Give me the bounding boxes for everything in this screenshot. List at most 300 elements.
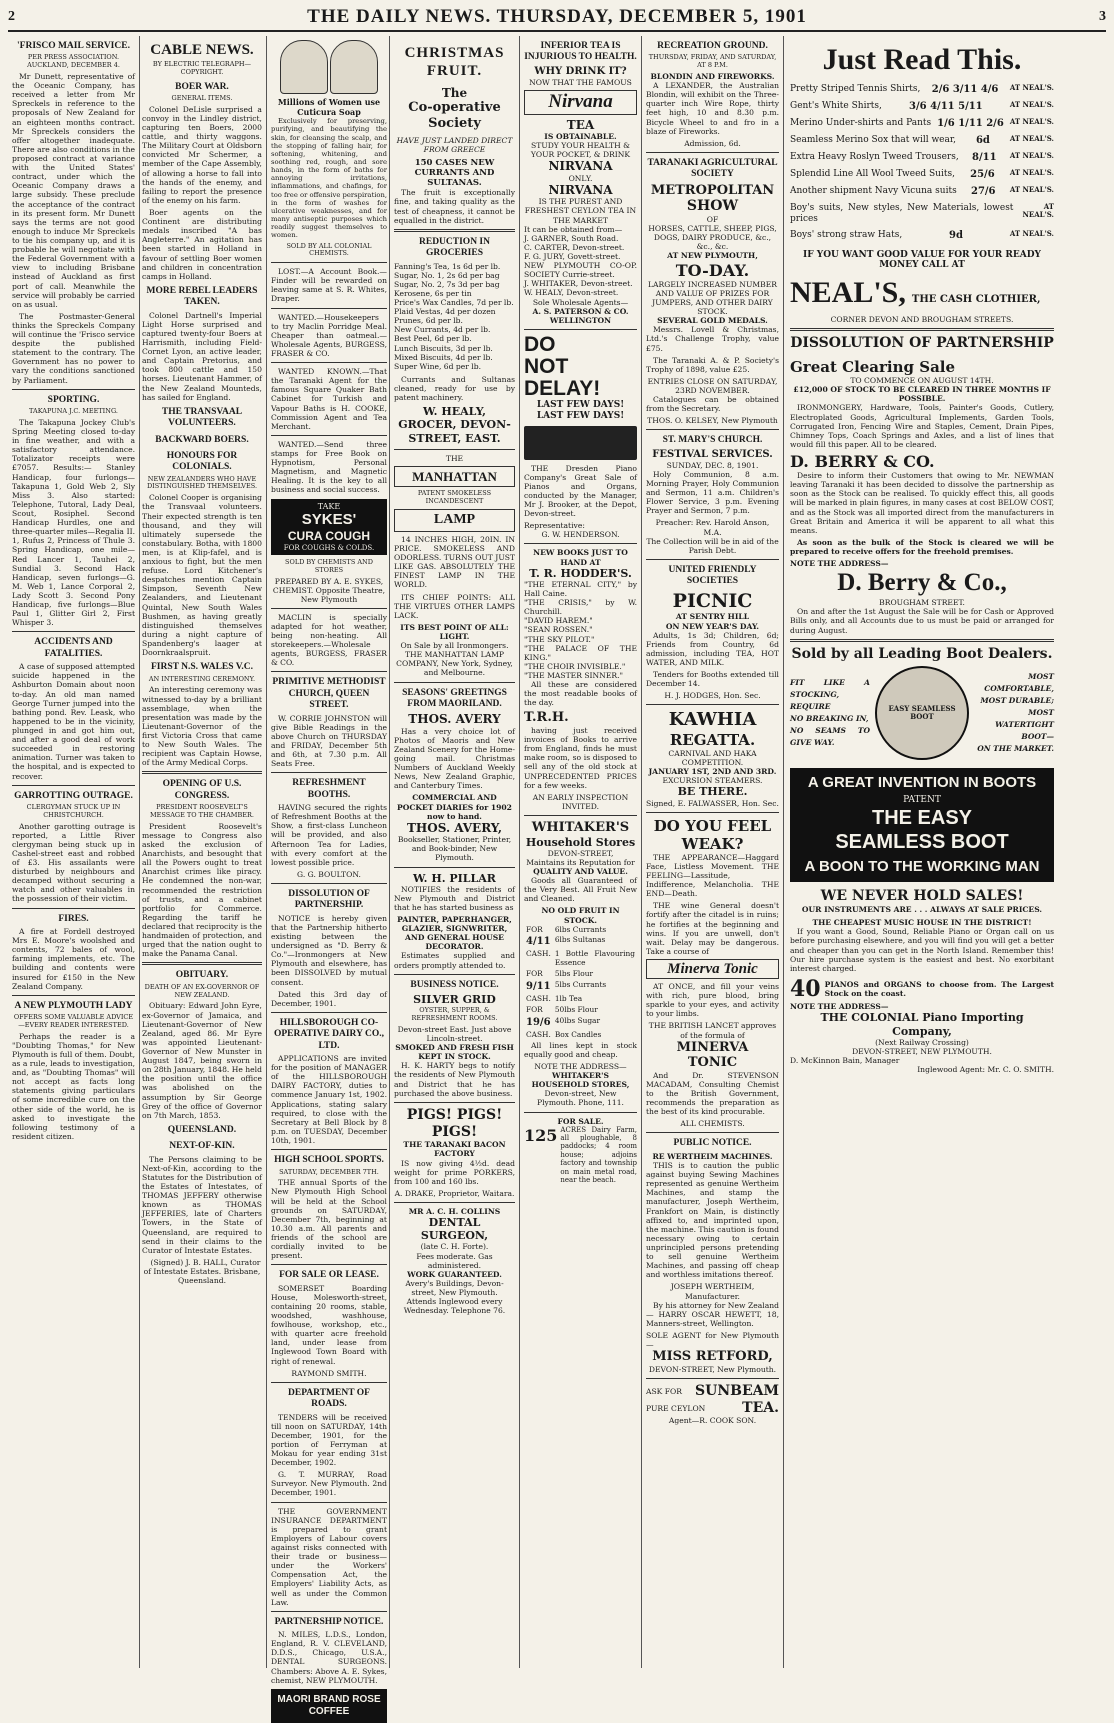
list-item [790, 101, 1054, 113]
church-date: SUNDAY, DEC. 8, 1901. [666, 460, 759, 470]
article-fires: A fire at Fordell destroyed Mrs E. Moore's woolshed and contents, 72 bales of wool, farming implements, etc. The building and contents were insured for £150 in the New Zealand Company. [12, 926, 135, 991]
heading-primitive: PRIMITIVE METHODIST CHURCH, QUEEN STREET. [272, 677, 386, 711]
sunbeam-ad-2 [646, 1400, 779, 1417]
show-at: AT NEW PLYMOUTH, [667, 251, 758, 261]
picnic: PICNIC [672, 589, 753, 612]
wertheim-heading: RE WERTHEIM MACHINES. [652, 1151, 773, 1161]
heading-nsw-vc: FIRST N.S. WALES V.C. [150, 662, 253, 673]
lamp-points: ITS CHIEF POINTS: ALL THE VIRTUES OTHER LAMPS LACK. [394, 592, 515, 620]
tea-heading: INFERIOR TEA IS INJURIOUS TO HEALTH. [524, 41, 637, 63]
avery-name-2: THOS. AVERY, [406, 820, 502, 835]
article-boer-war-2: Boer agents on the Continent are distributing medals inscribed "A bas Angleterre." An agitation has been started in Holland in favour of settling Boer women and children in concentration camps in Holland. [142, 207, 262, 281]
heading-cable-news: CABLE NEWS. [150, 42, 254, 58]
heading-honours: HONOURS FOR COLONIALS. [166, 450, 238, 473]
berry-name: D. BERRY & CO. [790, 451, 935, 471]
item-text: Splendid Line All Wool Tweed Suits, [790, 169, 955, 179]
corner-streets: CORNER DEVON AND BROUGHAM STREETS. [830, 315, 1014, 325]
table-cell: FOR [526, 924, 543, 934]
sunbeam-ad [646, 1383, 779, 1400]
table-cell: 50lbs Flour [554, 1004, 598, 1014]
manager: D. McKinnon Bain, Manager [790, 1055, 900, 1065]
forty-number: 40 [790, 975, 821, 1002]
heading-fires: FIRES. [58, 913, 89, 924]
article-obituary: Obituary: Edward John Eyre, ex-Governor of Jamaica, and Lieutenant-Governor of New Zealand, aged 86. Mr Eyre was appointed Lieutenant-Governor of New Munster in August 1847, being sworn in on 28th January, 1848. He held the position until the office was abolished on the assumption by Sir George Grey of the office of Governor on 7th March, 1853. [142, 1001, 262, 1120]
trh-text: having just received invoices of Books to arrive from England, finds he must make room, so is disposed to sell any of the old stock at UNPRECEDENTED PRICES for a few weeks. [524, 725, 637, 790]
wanted-ad-2: WANTED KNOWN.—That the Taranaki Agent for the famous Square Quaker Bath Cabinet for Turkish and Vapour Baths is H. COOKE, Commission Agent and Tea Merchant. [270, 367, 387, 431]
heading-for-sale-lease: FOR SALE OR LEASE. [279, 1270, 379, 1281]
item-at: AT NEAL'S. [1009, 100, 1054, 109]
hodders: T. R. HODDER'S. [529, 566, 632, 580]
table-row [524, 980, 637, 994]
recreation-text: A LEXANDER, the Australian Blondin, will exhibit on the Three-quarter inch Wire Rope, thirty feet high, 10 and 8.30 p.m. Bicycle Wheel to and fro in a blaze of Fireworks. [646, 81, 779, 136]
sale-lease-text: SOMERSET Boarding House, Molesworth-street, containing 20 rooms, stable, woodshed, washhouse, fowlhouse, workshop, etc., with quarter acre freehold land, under lease from Inglewood Town Board with right of renewal. [270, 1283, 387, 1366]
on-after-text: On and after the 1st August the Sale will be for Cash or Approved Bills only, and all Accounts due to us must be paid or arranged for during August. [790, 607, 1054, 635]
silver-grid-fish: SMOKED AND FRESH FISH KEPT IN STOCK. [395, 1043, 514, 1062]
attorney: By his attorney for New Zealand— HARRY OSCAR HEWETT, 18, Manners-street, Wellington. [646, 1300, 779, 1328]
business-notice: BUSINESS NOTICE. [410, 979, 499, 990]
kawhia: KAWHIA [668, 709, 757, 731]
table-cell: 6lbs Sultanas [554, 935, 606, 945]
sykes-sold: SOLD BY CHEMISTS AND STORES [285, 557, 373, 574]
inglewood-agent: Inglewood Agent: Mr. C. O. SMITH. [917, 1065, 1054, 1075]
sykes-take: TAKE [317, 501, 341, 511]
sunbeam-tea: TEA. [742, 1399, 779, 1416]
manhattan-the: THE [445, 453, 464, 463]
seller: J. WHITAKER, Devon-street. [524, 279, 633, 289]
books-note: All these are considered the most readable books of the day. [524, 680, 637, 708]
table-row [524, 969, 637, 980]
avery-name: THOS. AVERY [408, 712, 501, 727]
table-cell: 5lbs Currants [554, 980, 607, 990]
harty-text: H. K. HARTY begs to notify the residents of New Plymouth and District that he has purchased the above business. [394, 1061, 515, 1098]
weak-text-2: THE wine General doesn't fortify after the citadel is in ruins; he fortifies at the beginning and wins. If you are unwell, don't wait. Delay may be dangerous. Take a course of [646, 901, 779, 956]
column-4 [520, 36, 642, 1668]
clearing-sale: Great Clearing Sale [790, 358, 956, 377]
friendly-societies: UNITED FRIENDLY SOCIETIES [668, 564, 757, 587]
tas-heading: TARANAKI AGRICULTURAL SOCIETY [647, 157, 778, 180]
column-2 [140, 36, 390, 1717]
pure-ceylon: PURE CEYLON [646, 1403, 706, 1413]
gold-medals: SEVERAL GOLD MEDALS. [657, 316, 768, 326]
lamp-best: ITS BEST POINT OF ALL: LIGHT. [400, 622, 509, 641]
bacon-text: IS now giving 4½d. dead weight for prime PORKERS, from 100 and 160 lbs. [394, 1158, 515, 1186]
table-cell: 5lbs Flour [554, 969, 594, 979]
collection: The Collection will be in aid of the Parish Debt. [646, 536, 779, 555]
item-text: Gent's White Shirts, [790, 101, 882, 111]
heading-high-school: HIGH SCHOOL SPORTS. [274, 1155, 384, 1166]
public-notice: PUBLIC NOTICE. [673, 1138, 752, 1149]
list-item [790, 135, 1054, 147]
heading-sporting: SPORTING. [47, 394, 100, 405]
instruments: OUR INSTRUMENTS ARE . . . ALWAYS AT SALE PRICES. [801, 905, 1043, 915]
cash-clothier: THE CASH CLOTHIER, [911, 294, 1041, 306]
page-number: 2 [8, 9, 15, 24]
heading-hillsborough: HILLSBOROUGH CO-OPERATIVE DAIRY CO., LTD. [273, 1017, 384, 1051]
sykes-chemist: PREPARED BY A. E. SYKES, CHEMIST. Opposite Theatre, New Plymouth [272, 576, 386, 604]
reduction-item: Lunch Biscuits, 3d per lb. [394, 343, 493, 353]
tea-word: TEA [566, 117, 595, 132]
feature: ON THE MARKET. [977, 744, 1054, 754]
item-price: 2/6 3/11 4/6 [931, 84, 999, 95]
great-invention-ad [790, 768, 1054, 882]
partnership-text: N. MILES, L.D.S., London, England, R. V. CLEVELAND, D.D.S., Chicago, U.S.A., DENTAL SURGEONS. Chambers: Above A. E. Sykes, chemist, NEW PLYMOUTH. [270, 1630, 387, 1685]
newspaper-title: THE DAILY NEWS. THURSDAY, DECEMBER 5, 1901 [307, 6, 807, 27]
column-1 [8, 36, 140, 1668]
feature: BOOT— [1021, 732, 1054, 742]
article-sporting: The Takapuna Jockey Club's Spring Meeting closed to-day in fine weather, and with a satisfactory attendance. Totalizator receipts were £7057. Results:— Stanley Handicap, four furlongs—Takapuna 1, Gold Web 2, Sly Miss 3. Also started: Telephone, Tutoral, Lady Deal, Scout, Rosiphel. Second Handicap Hurdles, one and three-quarter miles—Regalia II. 1, Rufus 2, Princess of Thule 3. Spring Handicap, one mile—Red Lancer 1, Tauhei 2, Sundial 3. Second Hack Handicap, seven furlongs—G. M. Web 1, Lance Corporal 2, Lady Scott 3. Second Pony Handicap, five furlongs—Blue Paul 1, Glitter Girl 2, First Whisper 3. [12, 417, 135, 628]
feel-heading: DO YOU FEEL [653, 816, 772, 835]
book-item: "THE CRISIS," by W. Churchill. [524, 598, 637, 617]
cuticura-title: Millions of Women use Cuticura Soap [277, 97, 381, 117]
feature: MOST DURABLE; [980, 696, 1054, 706]
dissolution-heading: DISSOLUTION OF PARTNERSHIP [790, 335, 1054, 352]
sunbeam-ask: ASK FOR [646, 1386, 682, 1396]
list-item [790, 203, 1054, 225]
diaries: COMMERCIAL AND POCKET DIARIES for 1902 now to hand. [397, 793, 512, 821]
item-price: 27/6 [970, 186, 996, 197]
sole-agent-label: SOLE AGENT for New Plymouth— [646, 1330, 779, 1350]
great-invention: A GREAT INVENTION IN BOOTS [807, 774, 1037, 792]
subheading-frisco: PER PRESS ASSOCIATION. AUCKLAND, DECEMBER 4. [27, 53, 120, 70]
acres-number: 125 [524, 1125, 558, 1145]
coop-sub: HAVE JUST LANDED DIRECT FROM GREECE [396, 135, 513, 154]
household-stores: Household Stores [525, 835, 636, 849]
devon-st: DEVON-STREET, [547, 848, 614, 858]
reduction-item: Fanning's Tea, 1s 6d per lb. [394, 261, 501, 271]
heading-accidents: ACCIDENTS AND FATALITIES. [34, 637, 113, 659]
last-days-1: LAST FEW DAYS! [536, 399, 625, 410]
article-boer-war: Colonel DeLisle surprised a convoy in the Lindley district, capturing ten Boers, 2000 cattle, and thirty waggons. The Military Court at Oldsborn convicted Mr Schermer, a member of the Cape Assembly, of allowing a horse to fall into the hands of the enemy, and failing to report the presence of the enemy on his farm. [142, 104, 262, 205]
refreshment-text: HAVING secured the rights of Refreshment Booths at the Show, a first-class Luncheon will be provided, and also Afternoon Tea for Ladies, with every comfort at the lowest possible price. [270, 803, 387, 867]
refreshment-sign: G. G. BOULTON. [297, 869, 361, 879]
coop-text: The fruit is exceptionally fine, and taking quality as the test of cheapness, it cannot be equalled in the district. [394, 188, 515, 225]
table-cell: 9/11 [526, 981, 551, 993]
manhattan-box [394, 466, 515, 488]
neals-name: NEAL'S, [790, 276, 906, 310]
hillsborough-text: APPLICATIONS are invited for the position of MANAGER of the HILLSBOROUGH DAIRY FACTORY, duties to commence January 1st, 1902. Applications, stating salary required, to close with the Secretary at Bell Block by 8 p.m. on TUESDAY, December 10th, 1901. [270, 1054, 387, 1145]
heading-backward-boers: BACKWARD BOERS. [155, 434, 249, 445]
colonial-piano: THE COLONIAL Piano Importing Company, [820, 1011, 1024, 1038]
table-row [524, 935, 637, 949]
dr-text: And Dr. STEVENSON MACADAM, Consulting Chemist to the British Government, recommends the preparation as the best of its kind procurable. [646, 1070, 779, 1117]
column-3 [390, 36, 520, 1668]
excursion: EXCURSION STEAMERS. [662, 776, 763, 786]
be-there: BE THERE. [677, 785, 748, 799]
regatta: REGATTA. [669, 731, 756, 750]
table-cell: CASH. [526, 994, 551, 1004]
reduction-item: Super Wine, 6d per lb. [394, 361, 482, 371]
note-address: NOTE THE ADDRESS— [790, 559, 889, 569]
piano-organ-text: If you want a Good, Sound, Reliable Piano or Organ call on us before purchasing elsewhere, and you will find you will get a better and cheaper than you can get in the North Island. Remember this! Our hire purchase system is the easiest and best. No exorbitant interest charged. [790, 927, 1054, 973]
reduction-heading: REDUCTION IN GROCERIES [419, 236, 490, 259]
seller: F. G. JURY, Govett-street. [524, 251, 621, 261]
show-items: HORSES, CATTLE, SHEEP, PIGS, DOGS, DAIRY PRODUCE, &c., &c., &c. [648, 224, 777, 252]
train-illustration [524, 426, 637, 460]
tonic-word: TONIC [687, 1055, 738, 1071]
rep-label: Representative: [524, 521, 585, 531]
booth-tenders: Tenders for Booths extended till December 14. [646, 670, 779, 689]
heading-dissolution-small: DISSOLUTION OF PARTNERSHIP. [288, 888, 370, 911]
picnic-text: Adults, 1s 3d; Children, 6d; Friends from Country, 6d admission, including TEA, HOT WATER, AND MILK. [646, 630, 779, 668]
dissolution-text: NOTICE is hereby given that the Partnership hitherto existing between the undersigned as "D. Berry & Co."—Ironmongers at New Plymouth and elsewhere, has been DISSOLVED by mutual consent. [270, 913, 387, 987]
subheading-honours: NEW ZEALANDERS WHO HAVE DISTINGUISHED THEMSELVES. [146, 474, 258, 491]
seller: NEW PLYMOUTH CO-OP. SOCIETY Currie-street. [524, 261, 637, 280]
heading-refreshment: REFRESHMENT BOOTHS. [292, 778, 366, 800]
seller: C. CARTER, Devon-street. [524, 242, 625, 252]
acres-text: ACRES Dairy Farm, all ploughable, 8 paddocks; 4 room house; adjoins factory and township on main metal road, near the beach. [560, 1125, 637, 1184]
seasons-greetings: SEASONS' GREETINGS FROM MAORILAND. [402, 687, 507, 709]
maori-coffee-banner: MAORI BRAND ROSE COFFEE [271, 1689, 387, 1723]
goods-guaranteed: Goods all Guaranteed of the Very Best. All Fruit New and Cleaned. [524, 876, 637, 904]
table-cell: 1 Bottle Flavouring Essence [554, 949, 635, 968]
recreation-sub: THURSDAY, FRIDAY, AND SATURDAY, AT 8 P.M. [648, 53, 777, 70]
address-note: NOTE THE ADDRESS— [534, 1061, 627, 1071]
stock-amount: £12,000 OF STOCK TO BE CLEARED IN THREE MONTHS IF POSSIBLE. [793, 385, 1051, 404]
dissolution-date: Dated this 3rd day of December, 1901. [270, 989, 387, 1008]
feature: MOST WATERTIGHT [995, 708, 1054, 730]
seller: J. GARNER, South Road. [524, 233, 619, 243]
metropolitan: METROPOLITAN [650, 182, 775, 198]
subheading-obituary: DEATH OF AN EX-GOVERNOR OF NEW ZEALAND. [144, 982, 260, 999]
admission: Admission, 6d. [684, 138, 741, 148]
show: SHOW [686, 198, 739, 215]
early-inspection: AN EARLY INSPECTION INVITED. [532, 792, 629, 811]
book-item: "THE MASTER SINNER." [524, 670, 623, 680]
coop-cooperative: Co-operative [408, 100, 501, 116]
coop-the: The [441, 86, 468, 100]
work-address: Avery's Buildings, Devon-street, New Plymouth. [405, 1278, 504, 1297]
heading-garrotting: GARROTTING OUTRAGE. [14, 790, 133, 801]
society-trophy: The Taranaki A. & P. Society's Trophy of 1898, value £25. [646, 355, 779, 374]
price-table [524, 925, 637, 1041]
last-days-2: LAST FEW DAYS! [536, 410, 625, 421]
do-text: DO [524, 332, 556, 356]
column-5 [642, 36, 784, 1668]
boot-features-right [974, 671, 1054, 755]
minerva-logo: Minerva Tonic [646, 959, 779, 979]
trh-initials: T.R.H. [524, 710, 569, 726]
study: STUDY YOUR HEALTH & YOUR POCKET, & DRINK [530, 141, 631, 160]
wanted-ad-1: WANTED.—Housekeepers to try Maclin Porridge Meal. Cheaper than oatmeal.—Wholesale Agents, BURGESS, FRASER & CO. [270, 312, 387, 358]
silver-grid-address: Devon-street East. Just above Lincoln-street. [397, 1024, 512, 1043]
boot-illustration: EASY SEAMLESS BOOT [875, 666, 969, 760]
lamp-company: THE MANHATTAN LAMP COMPANY, New York, Sydney, and Melbourne. [396, 650, 513, 678]
seller: W. HEALY, Devon-street. [524, 288, 619, 298]
bacon-sign: A. DRAKE, Proprietor, Waitara. [394, 1188, 515, 1198]
show-today: TO-DAY. [675, 260, 750, 280]
table-cell: CASH. [526, 949, 551, 959]
pigs-heading: PIGS! PIGS! PIGS! [406, 1106, 503, 1140]
pillar-name: W. H. PILLAR [413, 871, 496, 885]
cuticura-sold: SOLD BY ALL COLONIAL CHEMISTS. [286, 241, 372, 258]
sale-lease-sign: RAYMOND SMITH. [291, 1368, 367, 1378]
item-price: 3/6 4/11 5/11 [909, 101, 983, 112]
book-item: "SEAN ROSSEN." [524, 625, 593, 635]
feature: MOST COMFORTABLE, [984, 672, 1054, 694]
church-text: Holy Communion, 8 a.m. Morning Prayer, Holy Communion and Sermon, 11 a.m. Children's Flower Service, 3 p.m. Evening Prayer and Sermon, 7 p.m. [646, 469, 779, 516]
reduction-note: Currants and Sultanas cleaned, ready for use by patent machinery. [394, 374, 515, 403]
hodges: H. J. HODGES, Hon. Sec. [664, 691, 761, 701]
cuticura-illustration [271, 40, 387, 94]
cuticura-text: Exclusively for preserving, purifying, and beautifying the skin, for cleansing the scalp, and the stopping of falling hair, for softening, whitening, and soothing red, rough, and sore hands, in the form of baths for annoying irritations, inflammations, and chafings, for too free or offensive perspiration, in the form of washes for ulcerative weaknesses, and for many antiseptic purposes which readily suggest themselves to women. [270, 117, 387, 240]
item-text: Another shipment Navy Vicuna suits [790, 186, 957, 196]
sole-agent: A. S. PATERSON & CO. WELLINGTON [532, 306, 629, 325]
patent: PATENT [903, 795, 941, 806]
retford-address: DEVON-STREET, New Plymouth. [648, 1364, 777, 1374]
heading-obituary: OBITUARY. [175, 970, 229, 981]
catalogues: Catalogues can be obtained from the Secretary. [646, 395, 779, 414]
article-honours: Colonel Cooper is organising the Transvaal volunteers. Their expected strength is ten thousand, and they will ultimately supersede the constabulary. Botha, with 1800 men, is at Klip-fafel, and is anxious to fight, but the men refuse. Lord Kitchener's despatches mention Captain Simpson, Seventh New Zealanders, and Lieutenant Quintal, New South Wales Bushmen, as having greatly distinguished themselves during a night capture of Spandenberg's laager at Doornkraalspruit. [142, 493, 262, 658]
sykes-name: SYKES' [301, 511, 357, 529]
show-prizes: LARGELY INCREASED NUMBER AND VALUE OF PRIZES FOR JUMPERS, AND OTHER DAIRY STOCK. [648, 279, 777, 317]
reduction-item: Mixed Biscuits, 4d per lb. [394, 352, 493, 362]
manhattan-sub: PATENT SMOKELESS INCANDESCENT [417, 489, 492, 506]
bacon-factory: THE TARANAKI BACON FACTORY [403, 1140, 506, 1159]
boon: A BOON TO THE WORKING MAN [804, 858, 1040, 876]
never-hold-sales: WE NEVER HOLD SALES! [820, 888, 1024, 905]
item-at: AT NEAL'S. [1009, 83, 1054, 92]
table-cell: CASH. [526, 1029, 551, 1039]
ironmongery-text: IRONMONGERY, Hardware, Tools, Painter's Goods, Cutlery, Electroplated Goods, Agricultural Implements, Garden Tools, Corrugated Iron, Fencing Wire and Staples, Cement, Drain Pipes, Chimney Tops, Coach Springs and Axles, and a list of lines that would fill this paper. All to be cleared. [790, 403, 1054, 449]
rep-name: G. W. HENDERSON. [541, 530, 620, 540]
heading-boer-war: BOER WAR. [175, 81, 229, 92]
table-row [524, 925, 637, 936]
high-school-date: SATURDAY, DECEMBER 7TH. [279, 1167, 379, 1176]
delay-text: DELAY! [524, 376, 601, 400]
pillar-trades: PAINTER, PAPERHANGER, GLAZIER, SIGNWRITER, AND GENERAL HOUSE DECORATOR. [397, 915, 512, 952]
feature: FIT LIKE A STOCKING, [790, 678, 870, 700]
avery-text: Has a very choice lot of Photos of Maoris and New Zealand Scenery for the Home-going mail. Christmas Numbers of Auckland Weekly News, New Zealand Graphic, and Canterbury Times. [394, 726, 515, 791]
whitakers-footer: WHITAKER'S HOUSEHOLD STORES, [531, 1071, 630, 1090]
recreation-heading: RECREATION GROUND. [657, 41, 768, 51]
berry-text: Desire to inform their Customers that owing to Mr. NEWMAN leaving Taranaki it has been decided to dissolve the partnership as soon as the Stock can be realised. To quickly effect this, all goods will be marked in plain figures, in many cases at cost BELOW COST, and as the Stock was all imported direct from the manufacturers in Great Britain and America it will be apparent to all what this means. [790, 471, 1054, 535]
item-text: Pretty Striped Tennis Shirts, [790, 84, 921, 94]
heading-us-congress: OPENING OF U.S. CONGRESS. [162, 779, 242, 801]
bulk-stock-note: As soon as the bulk of the Stock is cleared we will be prepared to receive offers for the freehold premises. [790, 537, 1054, 557]
whitakers: WHITAKER'S [531, 819, 630, 835]
work-text: Attends Inglewood every Wednesday. Telephone 76. [403, 1297, 506, 1316]
columns [8, 36, 1106, 1717]
lamp-text: 14 INCHES HIGH, 20IN. IN PRICE. SMOKELESS AND ODORLESS. TURNS OUT JUST LIKE GAS. ABSOLUTELY THE FINEST LAMP IN THE WORLD. [394, 534, 515, 590]
whitakers-footer-address: Devon-street, New Plymouth. Phone, 111. [537, 1089, 624, 1108]
feature: REQUIRE [790, 702, 831, 712]
january-dates: JANUARY 1ST, 2ND AND 3RD. [648, 767, 777, 777]
item-price: 9d [949, 229, 963, 241]
lancet: THE BRITISH LANCET approves of the formula of [648, 1021, 777, 1040]
minerva-word: MINERVA [676, 1039, 749, 1055]
item-text: Merino Under-shirts and Pants [790, 118, 932, 128]
roads-text: TENDERS will be received till noon on SATURDAY, 14th December, 1901, for the portion of Ferryman at Mokau for year ending 31st December, 1902. [270, 1412, 387, 1468]
sykes-cura-cough-ad [271, 499, 387, 555]
lines-note: All lines kept in stock equally good and cheap. [524, 1040, 637, 1059]
subheading-sporting: TAKAPUNA J.C. MEETING. [29, 407, 118, 416]
piano-sale-text: THE Dresden Piano Company's Great Sale of Pianos and Organs, conducted by the Manager, Mr J. Brooker, at the Depot, Devon-street. [524, 463, 637, 519]
tea-famous: NOW THAT THE FAMOUS [529, 77, 632, 87]
maclin-ad: MACLIN is specially adapted for hot weather, being non-heating. All storekeepers.—Wholesale agents, BURGESS, FRASER & CO. [270, 612, 387, 668]
sentry-hill: AT SENTRY HILL [675, 612, 750, 622]
table-row [524, 949, 637, 969]
list-item [790, 230, 1054, 242]
regatta-sign: Signed, E. FALWASSER, Hon. Sec. [646, 798, 779, 808]
not-text: NOT [524, 354, 569, 378]
healy-grocer: W. HEALY, GROCER, DEVON-STREET, EAST. [398, 405, 511, 445]
table-cell: Box Candles [554, 1029, 602, 1039]
at-once: AT ONCE, and fill your veins with rich, pure blood, bring sparkle to your eyes, and activity to your limbs. [646, 981, 779, 1019]
brougham-street: BROUGHAM STREET. [879, 598, 965, 608]
heading-frisco: 'FRISCO MAIL SERVICE. [17, 41, 130, 51]
article-frisco: Mr Dunett, representative of the Oceanic Company, has received a letter from Mr Spreckels in reference to the proposals of New Zealand for an eighteen months contract. Mr Spreckels considers the offer altogether inadequate. There are also conditions in the proposed contract at variance with the United States' contract, under which the Oceanic Company draws a large subsidy. These preclude the acceptance of the contract in its present form. Mr Dunett says the terms are not good enough to induce Mr Spreckels to tie his company up, and it is probable he will negotiate with the Federal Government with a view to including Brisbane instead of Auckland as first port of call. Meanwhile the service will probably be carried on as usual. [12, 71, 135, 309]
table-row [524, 994, 637, 1005]
purest: IS THE PUREST AND FRESHEST CEYLON TEA IN THE MARKET [524, 197, 637, 225]
subheading-boer-war: GENERAL ITEMS. [171, 93, 233, 102]
christmas-heading: CHRISTMAS [404, 45, 505, 61]
item-at: AT NEAL'S. [1022, 202, 1054, 220]
sykes-product: CURA COUGH [287, 529, 371, 544]
next-railway: (Next Railway Crossing) [875, 1037, 969, 1047]
weak-text: THE APPEARANCE—Haggard Face, Listless Movement. THE FEELING—Lassitude, Indifference, Melancholia. THE END—Death. [646, 852, 779, 899]
neals-banner [790, 275, 1054, 311]
item-price: 6d [975, 135, 990, 146]
subheading-nsw-vc: AN INTERESTING CEREMONY. [148, 674, 256, 683]
berry-big: D. Berry & Co., [837, 569, 1007, 597]
new-books: NEW BOOKS JUST TO HAND AT [533, 548, 628, 567]
item-price: 1/6 1/11 2/6 [937, 118, 1004, 129]
neals-list [790, 84, 1054, 242]
book-item: "THE ETERNAL CITY," by Hall Caine. [524, 579, 637, 598]
article-us-congress: President Roosevelt's message to Congress also asked the exclusion of Anarchists, and besought that all the Powers ought to treat Anarchist crimes like piracy. He condemned the non-war, recommended the restriction of trusts, and a cabinet portfolio for Commerce. Regarding the tariff he declared that reciprocity is the handmaiden of protection, and urged that the nation ought to make the Panama Canal. [142, 821, 262, 959]
subheading-cable-news: BY ELECTRIC TELEGRAPH—COPYRIGHT. [152, 60, 252, 76]
for-sale: FOR SALE. [557, 1116, 604, 1126]
reduction-item: Plaid Vestas, 4d per dozen [394, 307, 496, 317]
preacher: Preacher: Rev. Harold Anson, M.A. [655, 518, 770, 537]
roads-sign: G. T. MURRAY, Road Surveyor. New Plymouth. 2nd December, 1901. [270, 1470, 387, 1498]
item-price: 25/6 [970, 169, 995, 180]
govt-insurance-text: THE GOVERNMENT INSURANCE DEPARTMENT is prepared to grant Employers of Labour covers against risks connected with their trade or business—under the Workers' Compensation Act, the Employers' Liability Acts, as well as under the Common Law. [270, 1506, 387, 1607]
table-cell: FOR [526, 1004, 543, 1014]
table-row [524, 1030, 637, 1041]
new-years-day: ON NEW YEAR'S DAY. [665, 621, 760, 631]
wertheim-text: THIS is to caution the public against buying Sewing Machines represented as genuine Wertheim Machines, and stamp the manufacturer, Joseph Wertheim, Frankfort on Main, is distinctly affixed to, and imprinted upon, the machine. This caution is found necessary owing to certain unprincipled persons pretending to sell genuine Wertheim Machines, and passing off cheap and worthless imitations thereof. [646, 1160, 779, 1280]
lost-ad: LOST.—A Account Book.—Finder will be rewarded on leaving same at S. R. Whites, Draper. [270, 267, 387, 304]
list-item [790, 84, 1054, 96]
pillar-text-2: Estimates supplied and orders promptly attended to. [394, 951, 515, 970]
miss-retford: MISS RETFORD, [652, 1349, 773, 1365]
item-at: AT NEAL'S. [1009, 185, 1054, 194]
note-address-2: NOTE THE ADDRESS— [790, 1002, 889, 1012]
forty-pianos [790, 976, 1054, 1002]
blondin: BLONDIN AND FIREWORKS. [650, 71, 775, 81]
kelsey: THOS. O. KELSEY, New Plymouth [647, 416, 778, 426]
sunbeam: SUNBEAM [695, 1382, 779, 1399]
item-at: AT NEAL'S. [1009, 151, 1054, 160]
silver-grid-sub: OYSTER, SUPPER, & REFRESHMENT ROOMS. [411, 1006, 498, 1023]
item-at: AT NEAL'S. [1009, 134, 1054, 143]
forty-text: PIANOS and ORGANS to choose from. The Largest Stock on the coast. [824, 979, 1054, 999]
nirvana-word-2: NIRVANA [548, 182, 613, 197]
devon-street: DEVON-STREET, NEW PLYMOUTH. [852, 1046, 992, 1056]
reduction-item: Best Peel, 6d per lb. [394, 334, 472, 344]
lamp-sale: On Sale by all Ironmongers. [400, 641, 509, 651]
article-next-of-kin: The Persons claiming to be Next-of-Kin, according to the Statutes for the Distribution of the Estates of Intestates, of THOMAS JEFFERY otherwise known as THOMAS JEFFERIES, late of Charters Towers, in the State of Queensland, are required to send in their claims to the Curator of Intestate Estates. [142, 1154, 262, 1255]
item-at: AT NEAL'S. [1009, 117, 1054, 126]
weak-heading: WEAK? [681, 834, 744, 853]
article-rebel-leaders: Colonel Dartnell's Imperial Light Horse surprised and captured twenty-four Boers at Harrismith, including Field-Cornet Lyon, an active leader, and Captain Pretorius, and took 800 cattle and 150 horses. Lieutenant Hammer, of the New Zealand Mounteds, has sailed for England. [142, 310, 262, 402]
entries-close: ENTRIES CLOSE ON SATURDAY, 23RD NOVEMBER. [647, 376, 778, 395]
list-item [790, 152, 1054, 164]
feature: NO SEAMS TO GIVE WAY. [790, 726, 870, 748]
quality-value: QUALITY AND VALUE. [533, 866, 628, 876]
show-of: OF [706, 215, 719, 225]
